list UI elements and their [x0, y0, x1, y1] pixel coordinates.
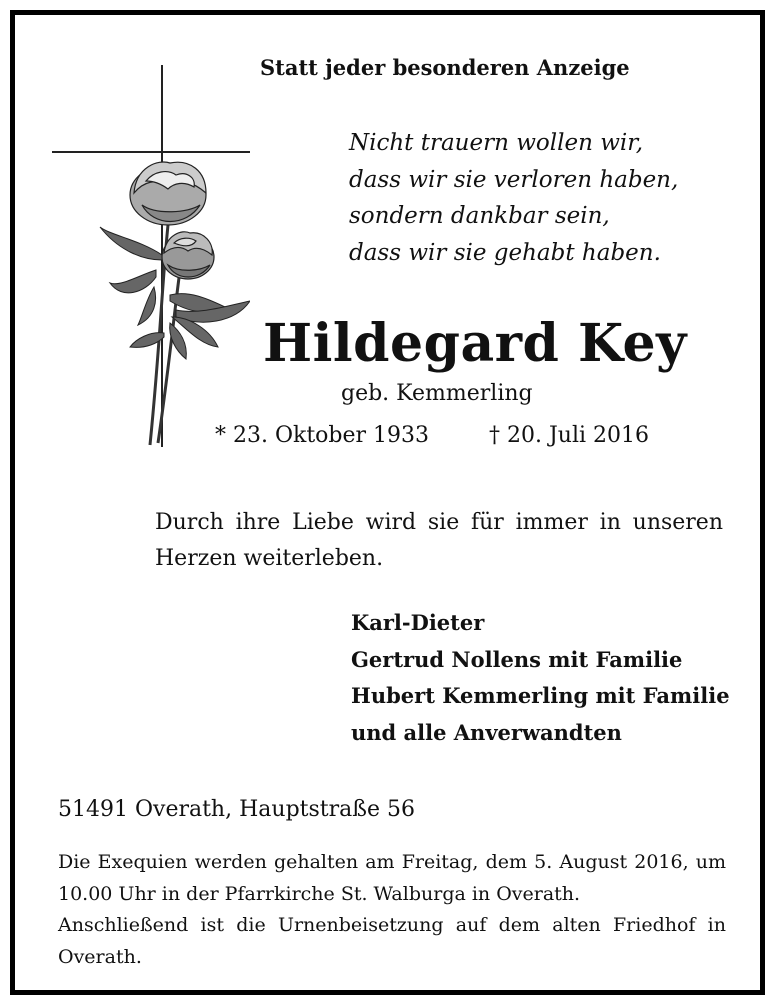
- mourner: Karl-Dieter: [351, 610, 485, 635]
- service-paragraph: Die Exequien werden gehalten am Freitag, dem 5. August 2016, um 10.00 Uhr in der Pfarrkirche St. Walburga in Overath.: [58, 851, 726, 905]
- poem: [349, 125, 678, 271]
- memorial-message: Durch ihre Liebe wird sie für immer in unseren Herzen weiterleben.: [155, 510, 723, 571]
- poem-line: dass wir sie verloren haben,: [349, 166, 679, 193]
- mourner: und alle Anverwandten: [351, 719, 622, 745]
- birth-date: * 23. Oktober 1933: [215, 423, 430, 448]
- poem-line: sondern dankbar sein,: [349, 203, 610, 229]
- mourner: Hubert Kemmerling mit Familie: [351, 683, 730, 708]
- mourners-list: [351, 605, 730, 751]
- deceased-name: Hildegard Key: [263, 313, 687, 374]
- notice-header: Statt jeder besonderen Anzeige: [260, 55, 630, 80]
- maiden-name: geb. Kemmerling: [341, 381, 533, 406]
- poem-line: Nicht trauern wollen wir,: [349, 130, 644, 156]
- death-date: † 20. Juli 2016: [489, 423, 650, 448]
- cross-with-roses-icon: [50, 55, 250, 450]
- poem-line: dass wir sie gehabt haben.: [349, 239, 661, 266]
- service-paragraph: Anschließend ist die Urnenbeisetzung auf dem alten Friedhof in Overath.: [58, 914, 726, 968]
- service-details: [58, 847, 726, 973]
- mourner: Gertrud Nollens mit Familie: [351, 646, 683, 672]
- obituary-frame: [10, 10, 765, 995]
- address: 51491 Overath, Hauptstraße 56: [58, 797, 415, 822]
